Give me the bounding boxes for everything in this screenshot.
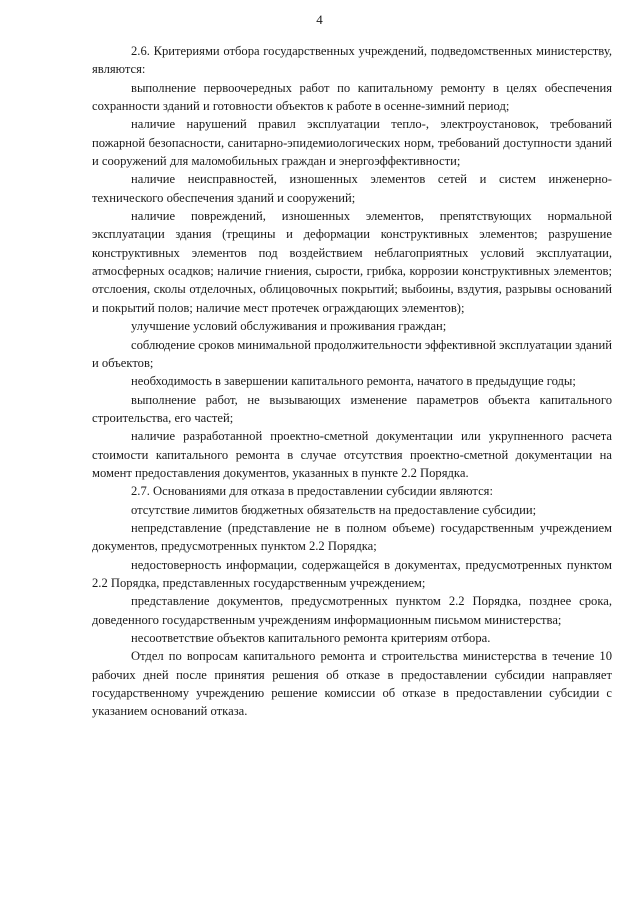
document-body <box>92 42 612 721</box>
paragraph: наличие неисправностей, изношенных элементов сетей и систем инженерно-технического обеспечения зданий и сооружений; <box>92 172 612 205</box>
paragraph: улучшение условий обслуживания и проживания граждан; <box>131 319 447 334</box>
paragraph: выполнение работ, не вызывающих изменение параметров объекта капитального строительства, его частей; <box>92 392 612 425</box>
paragraph-final: Отдел по вопросам капитального ремонта и строительства министерства в течение 10 рабочих дней после принятия решения об отказе в предоставлении субсидии направляет государственному учреждению решение комиссии об отказе в предоставлении субсидии с указанием оснований отказа. <box>92 649 612 719</box>
paragraph-2-7-header: 2.7. Основаниями для отказа в предоставлении субсидии являются: <box>131 484 493 499</box>
paragraph: непредставление (представление не в полном объеме) государственным учреждением документов, предусмотренных пунктом 2.2 Порядка; <box>92 520 612 554</box>
paragraph: необходимость в завершении капитального ремонта, начатого в предыдущие годы; <box>131 374 576 389</box>
page-number: 4 <box>316 12 323 27</box>
paragraph: наличие повреждений, изношенных элементов, препятствующих нормальной эксплуатации здания (трещины и деформации конструктивных элементов; разрушение конструктивных элементов под воздействием неблагоприятных условий эксплуатации, атмосферных осадков; наличие гниения, сырости, грибка, коррозии конструктивных элементов; отслоения, сколы отделочных, облицовочных покрытий; выбоины, вздутия, разрывы оснований и покрытий полов; наличие мест протечек ограждающих элементов); <box>92 209 612 315</box>
paragraph: недостоверность информации, содержащейся в документах, предусмотренных пунктом 2.2 Порядка, представленных государственным учреждением; <box>92 557 612 590</box>
paragraph: представление документов, предусмотренных пунктом 2.2 Порядка, позднее срока, доведенного государственным учреждениям информационным письмом министерства; <box>92 594 612 627</box>
paragraph: несоответствие объектов капитального ремонта критериям отбора. <box>131 631 491 645</box>
paragraph: наличие нарушений правил эксплуатации тепло-, электроустановок, требований пожарной безопасности, санитарно-эпидемиологических норм, требований доступности зданий и сооружений для маломобильных граждан и энергоэффективности; <box>92 117 612 169</box>
paragraph: отсутствие лимитов бюджетных обязательств на предоставление субсидии; <box>131 502 537 517</box>
paragraph: выполнение первоочередных работ по капитальному ремонту в целях обеспечения сохранности зданий и готовности объектов к работе в осенне-зимний период; <box>92 80 612 114</box>
paragraph-2-6-header: 2.6. Критериями отбора государственных учреждений, подведомственных министерству, являются: <box>92 44 612 77</box>
paragraph: соблюдение сроков минимальной продолжительности эффективной эксплуатации зданий и объектов; <box>92 337 612 370</box>
paragraph: наличие разработанной проектно-сметной документации или укрупненного расчета стоимости капитального ремонта в случае отсутствия проектно-сметной документации на момент предоставления документов, указанных в пункте 2.2 Порядка. <box>92 429 612 480</box>
